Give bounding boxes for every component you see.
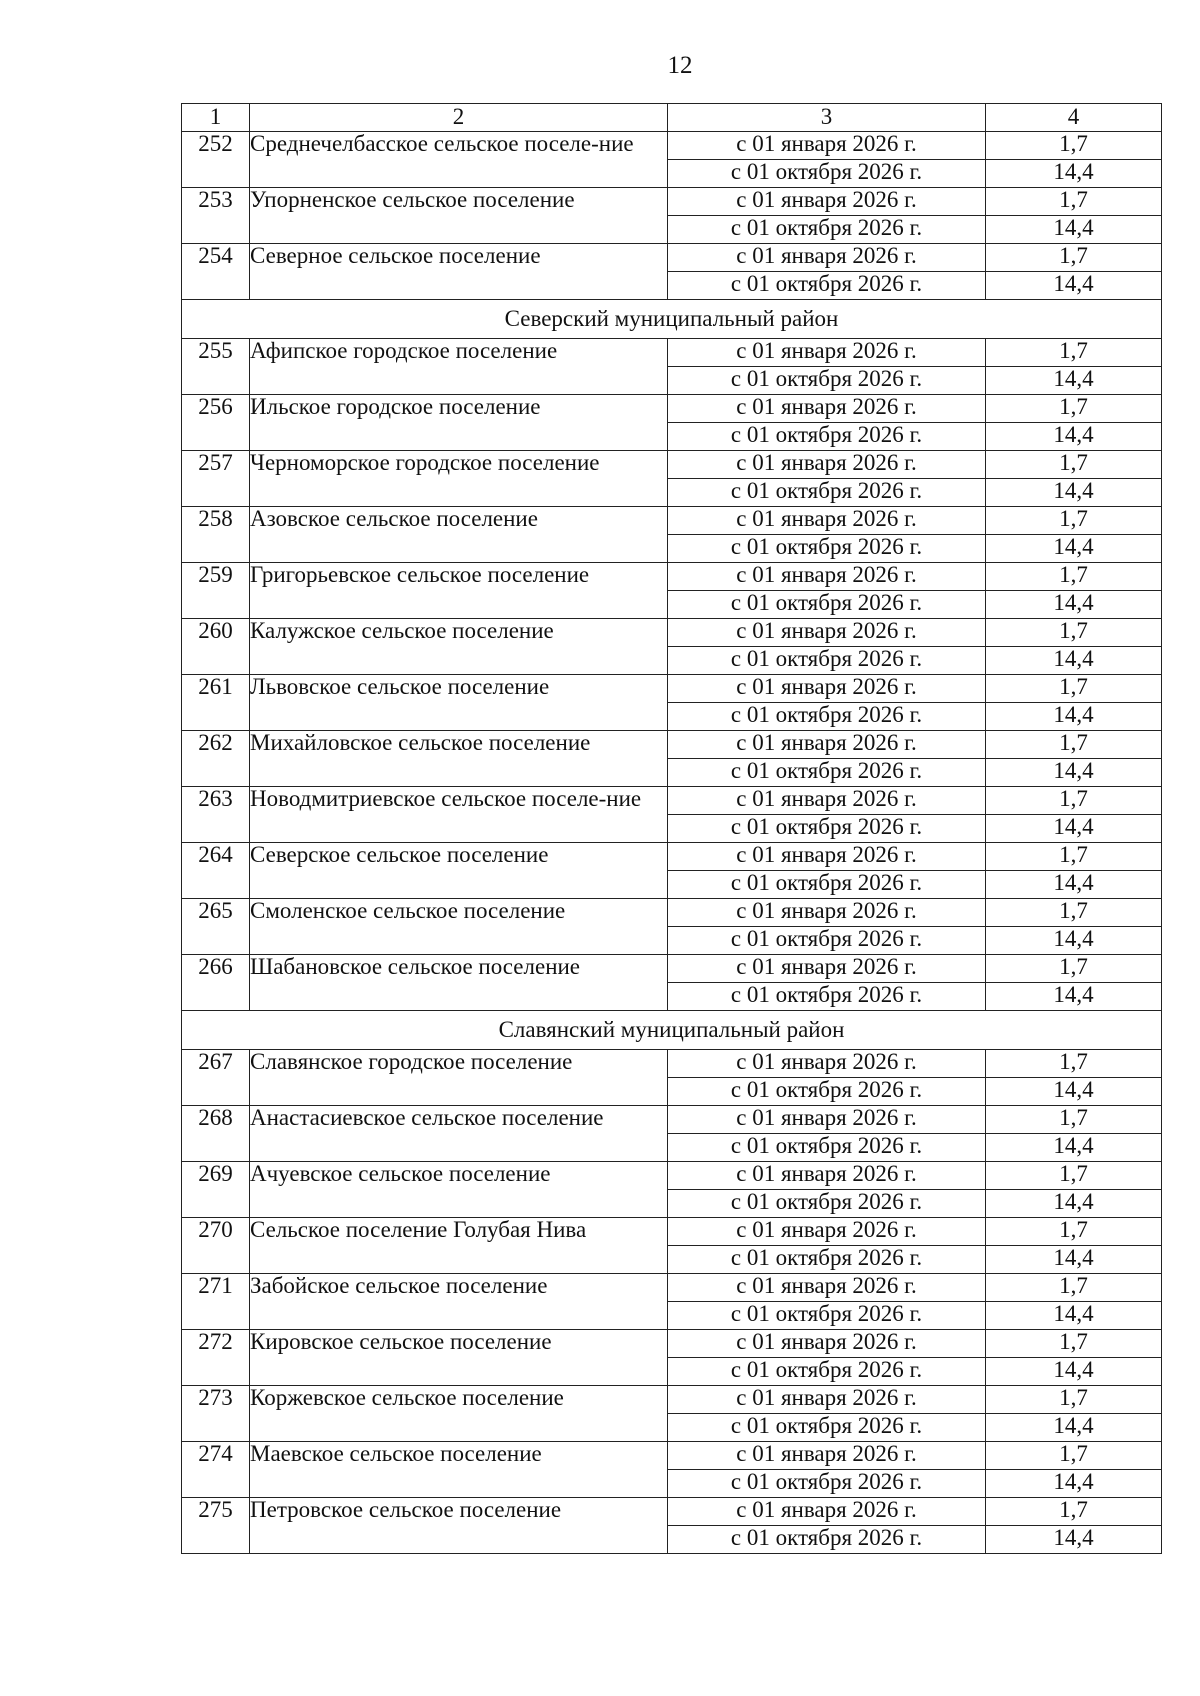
rate-value: 14,4 (986, 535, 1162, 563)
table-row (182, 675, 1162, 703)
rate-value: 14,4 (986, 1078, 1162, 1106)
rate-value: 1,7 (986, 619, 1162, 647)
rate-value: 14,4 (986, 927, 1162, 955)
effective-date: с 01 января 2026 г. (668, 395, 986, 423)
row-number: 255 (182, 339, 250, 395)
effective-date: с 01 января 2026 г. (668, 843, 986, 871)
effective-date: с 01 января 2026 г. (668, 1218, 986, 1246)
effective-date: с 01 января 2026 г. (668, 1330, 986, 1358)
rate-value: 1,7 (986, 507, 1162, 535)
settlement-name: Ильское городское поселение (250, 395, 668, 451)
row-number: 267 (182, 1050, 250, 1106)
table-row (182, 563, 1162, 591)
row-number: 265 (182, 899, 250, 955)
effective-date: с 01 января 2026 г. (668, 675, 986, 703)
settlement-name: Черноморское городское поселение (250, 451, 668, 507)
rate-value: 14,4 (986, 423, 1162, 451)
rate-value: 1,7 (986, 132, 1162, 160)
rate-value: 1,7 (986, 1386, 1162, 1414)
table-row (182, 1218, 1162, 1246)
table-row (182, 955, 1162, 983)
effective-date: с 01 октября 2026 г. (668, 160, 986, 188)
rate-value: 1,7 (986, 451, 1162, 479)
settlement-name: Смоленское сельское поселение (250, 899, 668, 955)
rate-value: 1,7 (986, 1050, 1162, 1078)
row-number: 257 (182, 451, 250, 507)
effective-date: с 01 января 2026 г. (668, 1162, 986, 1190)
effective-date: с 01 января 2026 г. (668, 244, 986, 272)
effective-date: с 01 октября 2026 г. (668, 535, 986, 563)
effective-date: с 01 января 2026 г. (668, 1274, 986, 1302)
effective-date: с 01 января 2026 г. (668, 132, 986, 160)
rate-value: 14,4 (986, 1470, 1162, 1498)
table-row (182, 339, 1162, 367)
table-row (182, 1386, 1162, 1414)
column-header-4: 4 (986, 104, 1162, 132)
row-number: 253 (182, 188, 250, 244)
settlement-name: Славянское городское поселение (250, 1050, 668, 1106)
effective-date: с 01 января 2026 г. (668, 619, 986, 647)
effective-date: с 01 октября 2026 г. (668, 216, 986, 244)
rate-value: 1,7 (986, 1498, 1162, 1526)
section-title: Северский муниципальный район (182, 300, 1162, 339)
effective-date: с 01 октября 2026 г. (668, 871, 986, 899)
column-header-row (182, 104, 1162, 132)
table-row (182, 1498, 1162, 1526)
effective-date: с 01 октября 2026 г. (668, 1470, 986, 1498)
row-number: 271 (182, 1274, 250, 1330)
rate-value: 14,4 (986, 871, 1162, 899)
table-row (182, 619, 1162, 647)
rate-value: 1,7 (986, 675, 1162, 703)
effective-date: с 01 октября 2026 г. (668, 1358, 986, 1386)
rate-value: 14,4 (986, 1246, 1162, 1274)
effective-date: с 01 января 2026 г. (668, 1386, 986, 1414)
rate-value: 1,7 (986, 787, 1162, 815)
rate-value: 14,4 (986, 1358, 1162, 1386)
rate-value: 1,7 (986, 1330, 1162, 1358)
rate-value: 1,7 (986, 188, 1162, 216)
settlement-name: Коржевское сельское поселение (250, 1386, 668, 1442)
table-row (182, 843, 1162, 871)
settlement-name: Михайловское сельское поселение (250, 731, 668, 787)
tariff-table (181, 103, 1162, 1554)
table-row (182, 1106, 1162, 1134)
table-row (182, 899, 1162, 927)
row-number: 254 (182, 244, 250, 300)
effective-date: с 01 января 2026 г. (668, 1050, 986, 1078)
effective-date: с 01 октября 2026 г. (668, 983, 986, 1011)
row-number: 252 (182, 132, 250, 188)
row-number: 274 (182, 1442, 250, 1498)
table-row (182, 188, 1162, 216)
row-number: 259 (182, 563, 250, 619)
effective-date: с 01 октября 2026 г. (668, 1302, 986, 1330)
effective-date: с 01 января 2026 г. (668, 563, 986, 591)
row-number: 262 (182, 731, 250, 787)
rate-value: 14,4 (986, 216, 1162, 244)
rate-value: 1,7 (986, 1162, 1162, 1190)
table-row (182, 1162, 1162, 1190)
effective-date: с 01 октября 2026 г. (668, 647, 986, 675)
row-number: 261 (182, 675, 250, 731)
row-number: 275 (182, 1498, 250, 1554)
effective-date: с 01 октября 2026 г. (668, 1134, 986, 1162)
effective-date: с 01 октября 2026 г. (668, 367, 986, 395)
rate-value: 1,7 (986, 244, 1162, 272)
effective-date: с 01 октября 2026 г. (668, 759, 986, 787)
table-row (182, 1050, 1162, 1078)
settlement-name: Григорьевское сельское поселение (250, 563, 668, 619)
effective-date: с 01 октября 2026 г. (668, 1526, 986, 1554)
table-row (182, 1274, 1162, 1302)
settlement-name: Северское сельское поселение (250, 843, 668, 899)
effective-date: с 01 октября 2026 г. (668, 703, 986, 731)
settlement-name: Львовское сельское поселение (250, 675, 668, 731)
table-row (182, 451, 1162, 479)
effective-date: с 01 октября 2026 г. (668, 1190, 986, 1218)
rate-value: 14,4 (986, 703, 1162, 731)
table-row (182, 731, 1162, 759)
effective-date: с 01 января 2026 г. (668, 787, 986, 815)
settlement-name: Новодмитриевское сельское поселе-ние (250, 787, 668, 843)
table-row (182, 1330, 1162, 1358)
rate-value: 1,7 (986, 899, 1162, 927)
rate-value: 1,7 (986, 843, 1162, 871)
row-number: 264 (182, 843, 250, 899)
rate-value: 14,4 (986, 815, 1162, 843)
rate-value: 14,4 (986, 1302, 1162, 1330)
row-number: 266 (182, 955, 250, 1011)
settlement-name: Упорненское сельское поселение (250, 188, 668, 244)
rate-value: 1,7 (986, 1218, 1162, 1246)
settlement-name: Маевское сельское поселение (250, 1442, 668, 1498)
row-number: 263 (182, 787, 250, 843)
effective-date: с 01 января 2026 г. (668, 1498, 986, 1526)
effective-date: с 01 октября 2026 г. (668, 1414, 986, 1442)
rate-value: 1,7 (986, 955, 1162, 983)
effective-date: с 01 января 2026 г. (668, 188, 986, 216)
row-number: 258 (182, 507, 250, 563)
settlement-name: Забойское сельское поселение (250, 1274, 668, 1330)
column-header-2: 2 (250, 104, 668, 132)
rate-value: 14,4 (986, 1134, 1162, 1162)
table-row (182, 507, 1162, 535)
settlement-name: Северное сельское поселение (250, 244, 668, 300)
effective-date: с 01 января 2026 г. (668, 731, 986, 759)
settlement-name: Шабановское сельское поселение (250, 955, 668, 1011)
row-number: 256 (182, 395, 250, 451)
section-heading-row (182, 1011, 1162, 1050)
rate-value: 1,7 (986, 1442, 1162, 1470)
settlement-name: Петровское сельское поселение (250, 1498, 668, 1554)
effective-date: с 01 января 2026 г. (668, 1106, 986, 1134)
rate-value: 1,7 (986, 339, 1162, 367)
rate-value: 14,4 (986, 1190, 1162, 1218)
rate-value: 14,4 (986, 1414, 1162, 1442)
table-row (182, 132, 1162, 160)
effective-date: с 01 января 2026 г. (668, 507, 986, 535)
row-number: 273 (182, 1386, 250, 1442)
page-number: 12 (667, 52, 693, 79)
effective-date: с 01 октября 2026 г. (668, 272, 986, 300)
settlement-name: Сельское поселение Голубая Нива (250, 1218, 668, 1274)
rate-value: 1,7 (986, 395, 1162, 423)
table-row (182, 787, 1162, 815)
effective-date: с 01 января 2026 г. (668, 1442, 986, 1470)
effective-date: с 01 октября 2026 г. (668, 591, 986, 619)
settlement-name: Анастасиевское сельское поселение (250, 1106, 668, 1162)
rate-value: 14,4 (986, 160, 1162, 188)
rate-value: 14,4 (986, 591, 1162, 619)
rate-value: 1,7 (986, 1274, 1162, 1302)
rate-value: 1,7 (986, 1106, 1162, 1134)
settlement-name: Афипское городское поселение (250, 339, 668, 395)
settlement-name: Кировское сельское поселение (250, 1330, 668, 1386)
effective-date: с 01 октября 2026 г. (668, 815, 986, 843)
effective-date: с 01 января 2026 г. (668, 451, 986, 479)
settlement-name: Ачуевское сельское поселение (250, 1162, 668, 1218)
rate-value: 14,4 (986, 983, 1162, 1011)
effective-date: с 01 октября 2026 г. (668, 1246, 986, 1274)
table-body (182, 104, 1162, 1554)
row-number: 269 (182, 1162, 250, 1218)
rate-value: 14,4 (986, 479, 1162, 507)
rate-value: 14,4 (986, 1526, 1162, 1554)
table-row (182, 1442, 1162, 1470)
section-heading-row (182, 300, 1162, 339)
settlement-name: Азовское сельское поселение (250, 507, 668, 563)
section-title: Славянский муниципальный район (182, 1011, 1162, 1050)
effective-date: с 01 января 2026 г. (668, 955, 986, 983)
row-number: 268 (182, 1106, 250, 1162)
settlement-name: Калужское сельское поселение (250, 619, 668, 675)
effective-date: с 01 октября 2026 г. (668, 1078, 986, 1106)
settlement-name: Среднечелбасское сельское поселе-ние (250, 132, 668, 188)
effective-date: с 01 октября 2026 г. (668, 927, 986, 955)
effective-date: с 01 октября 2026 г. (668, 423, 986, 451)
row-number: 270 (182, 1218, 250, 1274)
column-header-1: 1 (182, 104, 250, 132)
effective-date: с 01 января 2026 г. (668, 899, 986, 927)
rate-value: 1,7 (986, 731, 1162, 759)
effective-date: с 01 января 2026 г. (668, 339, 986, 367)
row-number: 260 (182, 619, 250, 675)
rate-value: 14,4 (986, 272, 1162, 300)
rate-value: 14,4 (986, 647, 1162, 675)
rate-value: 14,4 (986, 759, 1162, 787)
rate-value: 1,7 (986, 563, 1162, 591)
table-row (182, 244, 1162, 272)
row-number: 272 (182, 1330, 250, 1386)
effective-date: с 01 октября 2026 г. (668, 479, 986, 507)
column-header-3: 3 (668, 104, 986, 132)
rate-value: 14,4 (986, 367, 1162, 395)
table-row (182, 395, 1162, 423)
